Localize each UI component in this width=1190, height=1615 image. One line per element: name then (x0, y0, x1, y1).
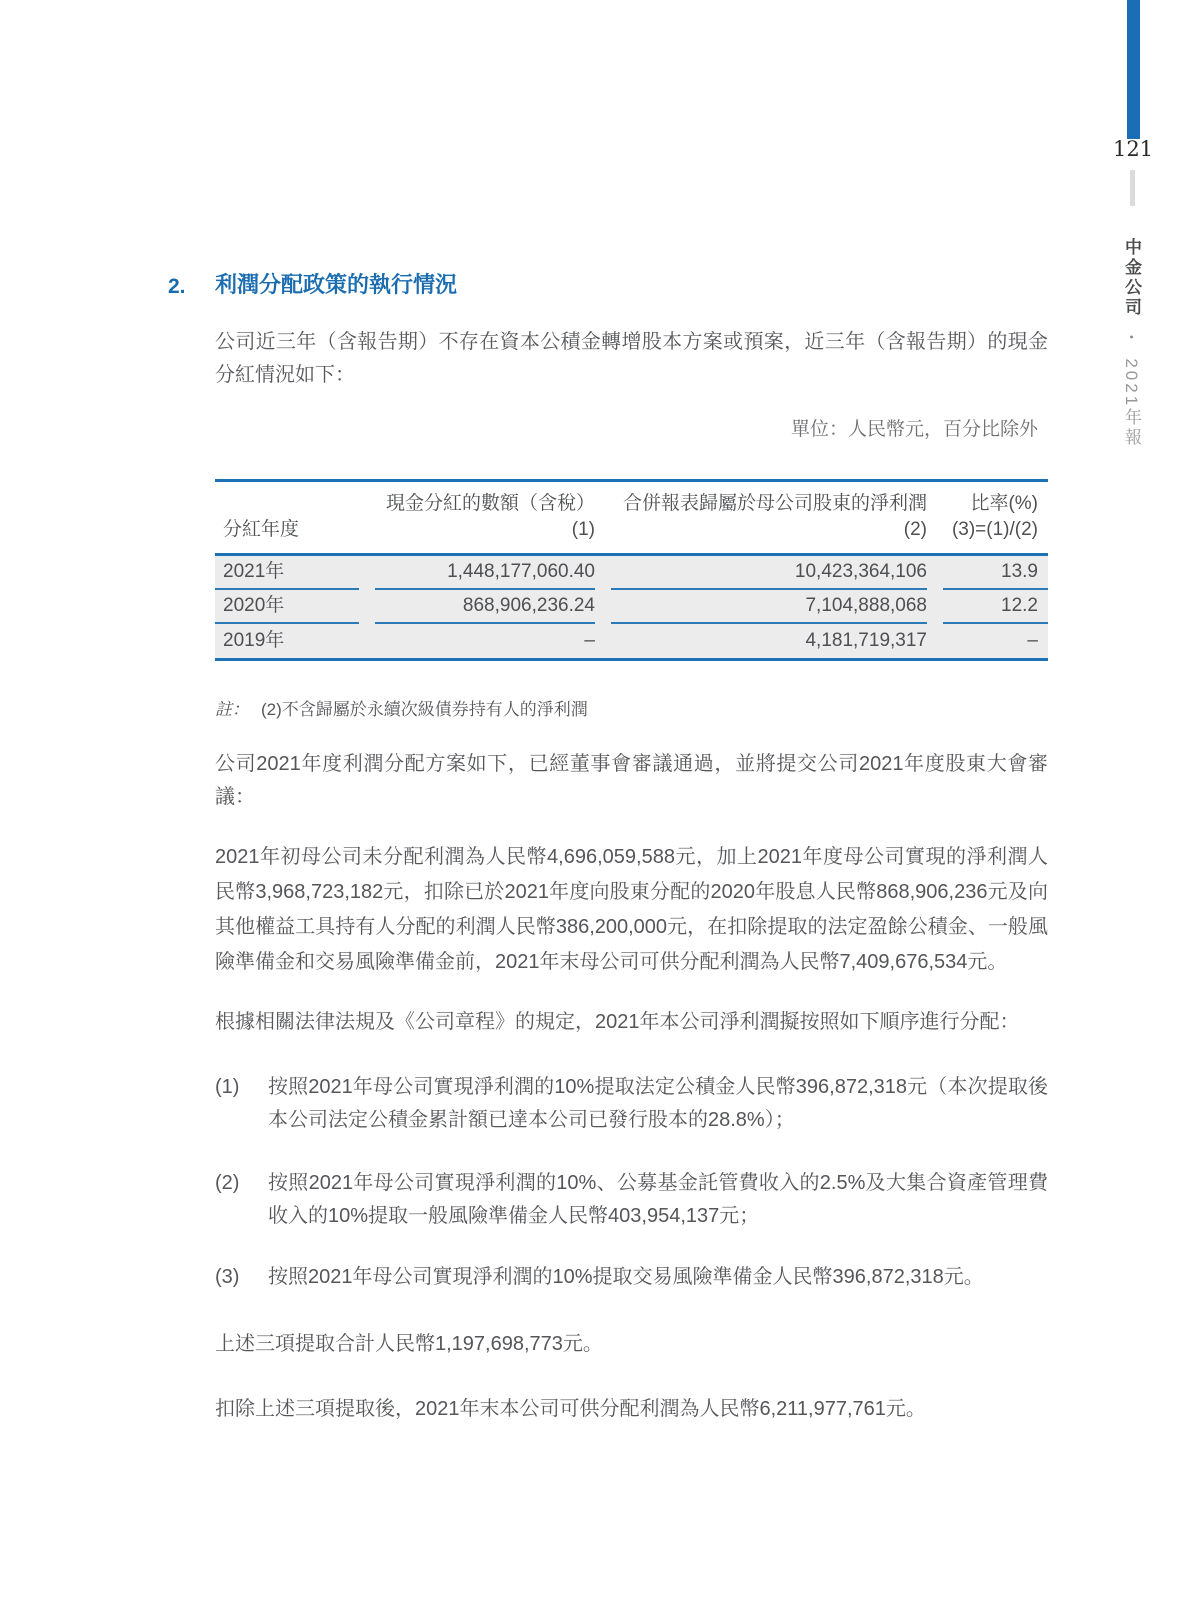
plan-intro-paragraph: 公司2021年度利潤分配方案如下，已經董事會審議通過，並將提交公司2021年度股東大會審議： (215, 753, 1048, 809)
cell-net-profit: 10,423,364,106 (611, 556, 927, 590)
cell-net-profit: 4,181,719,317 (805, 629, 927, 651)
law-paragraph: 根據相關法律法規及《公司章程》的規定，2021年本公司淨利潤擬按照如下順序進行分配： (215, 1011, 1020, 1034)
edition-label: 2021年報 (1122, 358, 1141, 449)
after-deduction-paragraph: 扣除上述三項提取後，2021年末本公司可供分配利潤為人民幣6,211,977,761元。 (215, 1398, 926, 1421)
cell-net-profit: 7,104,888,068 (611, 590, 927, 624)
dividend-table-body (215, 556, 1048, 661)
header-ratio-line2: (3)=(1)/(2) (951, 518, 1038, 540)
list-text: 按照2021年母公司實現淨利潤的10%、公募基金託管費收入的2.5%及大集合資產管理費收入的10%提取一般風險準備金人民幣403,954,137元； (268, 1172, 1048, 1228)
list-marker: (2) (215, 1172, 240, 1195)
list-text: 按照2021年母公司實現淨利潤的10%提取法定公積金人民幣396,872,318元（本次提取後本公司法定公積金累計額已達本公司已發行股本的28.8%）； (268, 1076, 1048, 1132)
table-row (215, 624, 1048, 658)
brand-name: 中金公司 (1122, 238, 1141, 318)
footnote-text: (2)不含歸屬於永續次級債券持有人的淨利潤 (261, 699, 588, 719)
dividend-table (215, 479, 1048, 660)
running-footer-vertical (1119, 238, 1144, 449)
cell-ratio: – (1027, 629, 1038, 651)
page-number: 121 (1112, 137, 1154, 161)
header-ratio (943, 491, 1048, 542)
list-item (215, 1261, 1048, 1294)
table-row (215, 590, 1048, 624)
list-marker: (3) (215, 1266, 240, 1289)
section-title: 利潤分配政策的執行情況 (215, 272, 458, 297)
footnote-label: 註： (215, 699, 249, 719)
edge-accent-bar (1127, 0, 1140, 139)
table-unit-note: 單位：人民幣元，百分比除外 (790, 419, 1038, 440)
header-ratio-line1: 比率(%) (970, 493, 1038, 515)
list-marker: (1) (215, 1076, 240, 1099)
cell-ratio: 12.2 (943, 590, 1048, 624)
section-heading (168, 270, 1048, 303)
dividend-table-header (215, 479, 1048, 555)
cell-year: 2020年 (215, 590, 359, 624)
section-number: 2. (168, 275, 186, 298)
header-net-profit: 合併報表歸屬於母公司股東的淨利潤(2) (622, 493, 927, 540)
cell-year: 2021年 (215, 556, 359, 590)
table-footnote (215, 697, 1048, 723)
list-item (215, 1167, 1048, 1233)
total-paragraph: 上述三項提取合計人民幣1,197,698,773元。 (215, 1333, 603, 1356)
cell-dividend: 1,448,177,060.40 (375, 556, 595, 590)
header-dividend: 現金分紅的數額（含稅）(1) (385, 493, 595, 540)
header-year: 分紅年度 (223, 518, 300, 540)
separator-dot: • (1125, 334, 1137, 342)
cell-year: 2019年 (223, 629, 285, 651)
main-content (168, 270, 1048, 1426)
cell-dividend: – (584, 629, 595, 651)
page-number-tick (1130, 170, 1135, 206)
table-row (215, 556, 1048, 590)
cell-dividend: 868,906,236.24 (375, 590, 595, 624)
intro-paragraph: 公司近三年（含報告期）不存在資本公積金轉增股本方案或預案，近三年（含報告期）的現金分紅情況如下： (215, 331, 1048, 386)
list-item (215, 1071, 1048, 1137)
list-text: 按照2021年母公司實現淨利潤的10%提取交易風險準備金人民幣396,872,318元。 (268, 1266, 984, 1289)
cell-ratio: 13.9 (943, 556, 1048, 590)
retained-profit-paragraph: 2021年初母公司未分配利潤為人民幣4,696,059,588元，加上2021年度母公司實現的淨利潤人民幣3,968,723,182元，扣除已於2021年度向股東分配的2020年股息人民幣868,906,236元及向其他權益工具持有人分配的利潤人民幣386,200,000元，在扣除提取的法定盈餘公積金、一般風險準備金和交易風險準備金前，2021年末母公司可供分配利潤為人民幣7,409,676,534元。 (215, 846, 1048, 974)
